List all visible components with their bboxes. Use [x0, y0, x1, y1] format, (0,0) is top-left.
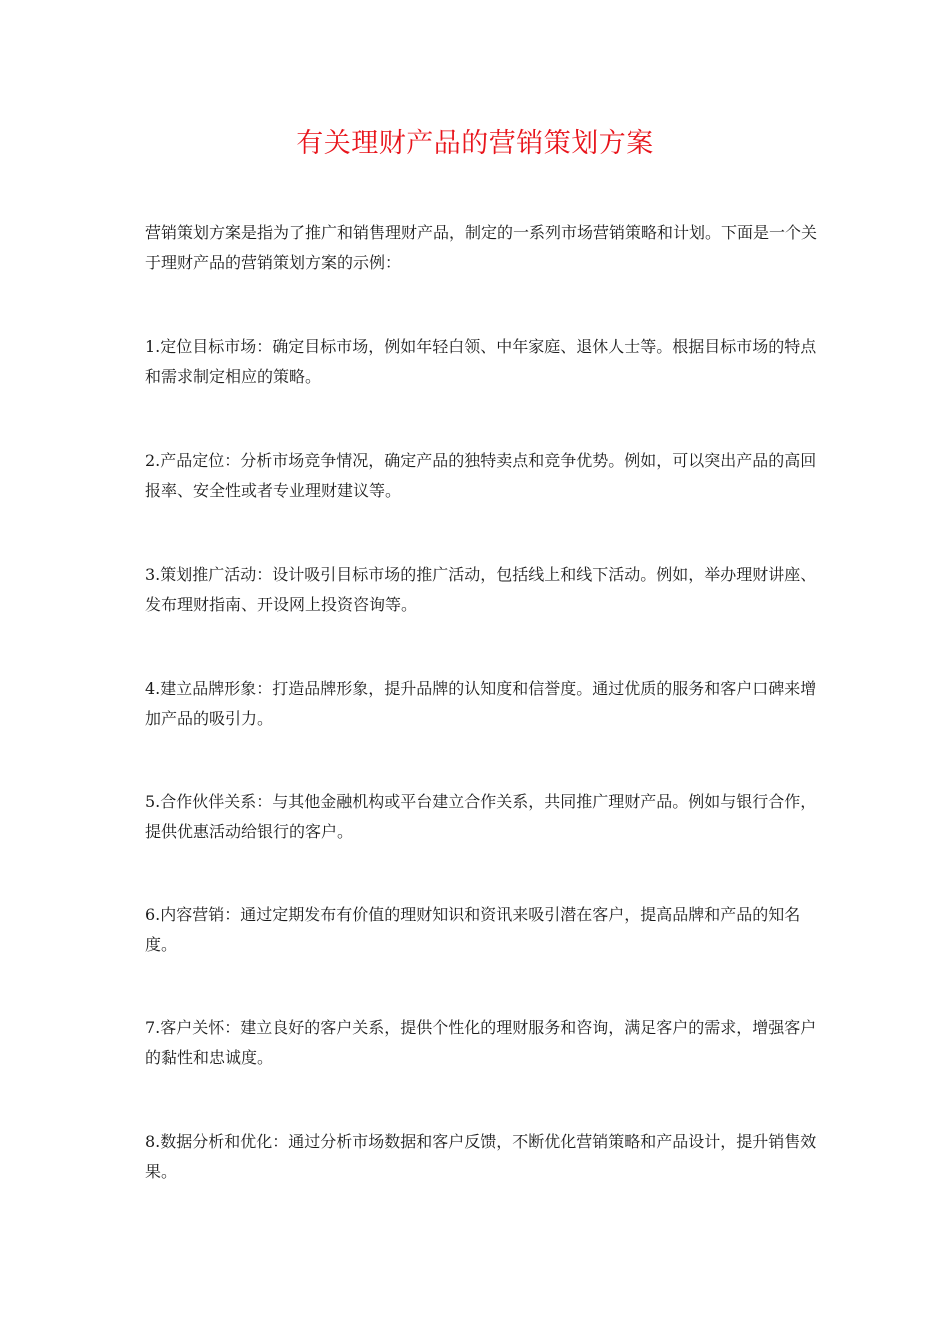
strategy-item-6: 6.内容营销：通过定期发布有价值的理财知识和资讯来吸引潜在客户，提高品牌和产品的知名度。 — [145, 905, 801, 954]
intro-paragraph: 营销策划方案是指为了推广和销售理财产品，制定的一系列市场营销策略和计划。下面是一个关于理财产品的营销策划方案的示例： — [145, 223, 818, 272]
strategy-item-2: 2.产品定位：分析市场竞争情况，确定产品的独特卖点和竞争优势。例如，可以突出产品的高回报率、安全性或者专业理财建议等。 — [145, 451, 817, 500]
strategy-item-1: 1.定位目标市场：确定目标市场，例如年轻白领、中年家庭、退休人士等。根据目标市场的特点和需求制定相应的策略。 — [145, 337, 817, 386]
document-title: 有关理财产品的营销策划方案 — [296, 128, 654, 159]
strategy-item-3: 3.策划推广活动：设计吸引目标市场的推广活动，包括线上和线下活动。例如，举办理财讲座、发布理财指南、开设网上投资咨询等。 — [145, 565, 817, 614]
strategy-item-8: 8.数据分析和优化：通过分析市场数据和客户反馈，不断优化营销策略和产品设计，提升销售效果。 — [145, 1132, 817, 1181]
strategy-item-4: 4.建立品牌形象：打造品牌形象，提升品牌的认知度和信誉度。通过优质的服务和客户口碑来增加产品的吸引力。 — [145, 679, 817, 728]
strategy-item-5: 5.合作伙伴关系：与其他金融机构或平台建立合作关系，共同推广理财产品。例如与银行合作，提供优惠活动给银行的客户。 — [145, 792, 817, 841]
strategy-item-7: 7.客户关怀：建立良好的客户关系，提供个性化的理财服务和咨询，满足客户的需求，增强客户的黏性和忠诚度。 — [145, 1018, 817, 1067]
